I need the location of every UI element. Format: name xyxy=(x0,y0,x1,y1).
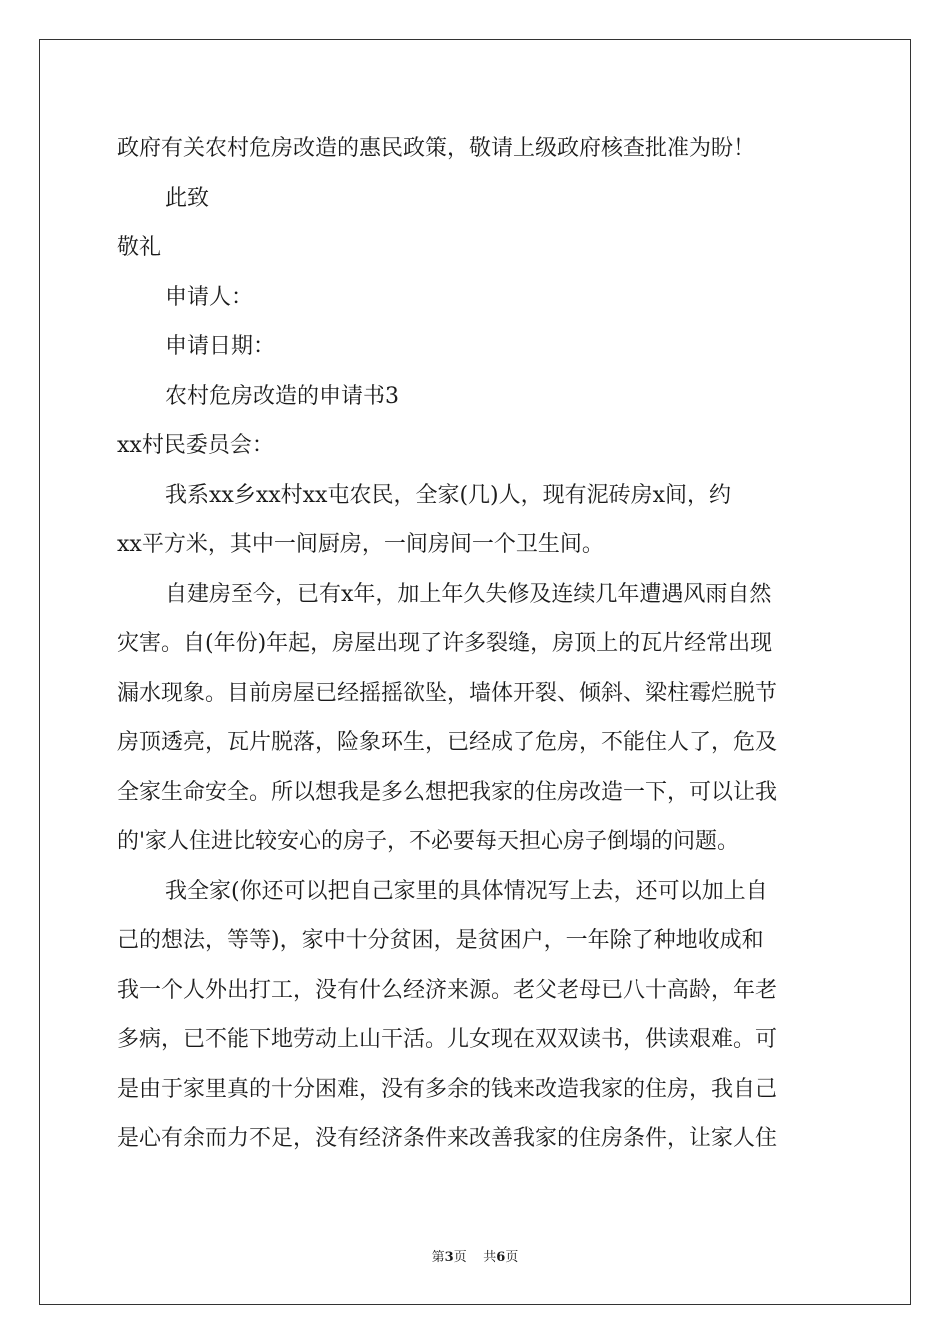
text-line: 是由于家里真的十分困难，没有多余的钱来改造我家的住房，我自己 xyxy=(117,1076,778,1102)
text-line: 我全家(你还可以把自己家里的具体情况写上去，还可以加上自 xyxy=(165,878,768,904)
text-line: 的'家人住进比较安心的房子，不必要每天担心房子倒塌的问题。 xyxy=(117,829,740,854)
page-footer xyxy=(0,1246,950,1265)
text-line: 己的想法，等等)，家中十分贫困，是贫困户，一年除了种地收成和 xyxy=(117,928,764,953)
text-line: 申请日期： xyxy=(165,334,276,359)
text-line: xx村民委员会： xyxy=(117,433,274,458)
document-body xyxy=(117,124,835,1164)
total-pages-prefix: 共 xyxy=(483,1250,497,1265)
text-line: 政府有关农村危房改造的惠民政策，敬请上级政府核查批准为盼！ xyxy=(117,136,756,161)
page-number-suffix: 页 xyxy=(453,1250,467,1265)
total-pages-suffix: 页 xyxy=(505,1250,519,1265)
text-line: xx平方米，其中一间厨房，一间房间一个卫生间。 xyxy=(117,532,604,557)
text-line: 敬礼 xyxy=(117,235,162,260)
text-line: 农村危房改造的申请书3 xyxy=(165,383,399,409)
text-line: 我系xx乡xx村xx屯农民，全家(几)人，现有泥砖房x间，约 xyxy=(165,482,732,508)
text-line: 是心有余而力不足，没有经济条件来改善我家的住房条件，让家人住 xyxy=(117,1126,778,1151)
page-number: 3 xyxy=(444,1250,454,1265)
text-line: 此致 xyxy=(165,185,210,211)
text-line: 自建房至今，已有x年，加上年久失修及连续几年遭遇风雨自然 xyxy=(165,581,772,607)
text-line: 我一个人外出打工，没有什么经济来源。老父老母已八十高龄，年老 xyxy=(117,977,778,1003)
text-line: 申请人： xyxy=(165,284,254,310)
text-line: 多病，已不能下地劳动上山干活。儿女现在双双读书，供读艰难。可 xyxy=(117,1027,778,1052)
text-line: 灾害。自(年份)年起，房屋出现了许多裂缝，房顶上的瓦片经常出现 xyxy=(117,631,773,656)
total-pages: 6 xyxy=(496,1250,506,1265)
page-number-prefix: 第 xyxy=(431,1250,445,1265)
text-line: 全家生命安全。所以想我是多么想把我家的住房改造一下，可以让我 xyxy=(117,779,778,805)
text-line: 房顶透亮，瓦片脱落，险象环生，已经成了危房，不能住人了，危及 xyxy=(117,730,778,755)
text-line: 漏水现象。目前房屋已经摇摇欲坠，墙体开裂、倾斜、梁柱霉烂脱节 xyxy=(117,680,778,706)
